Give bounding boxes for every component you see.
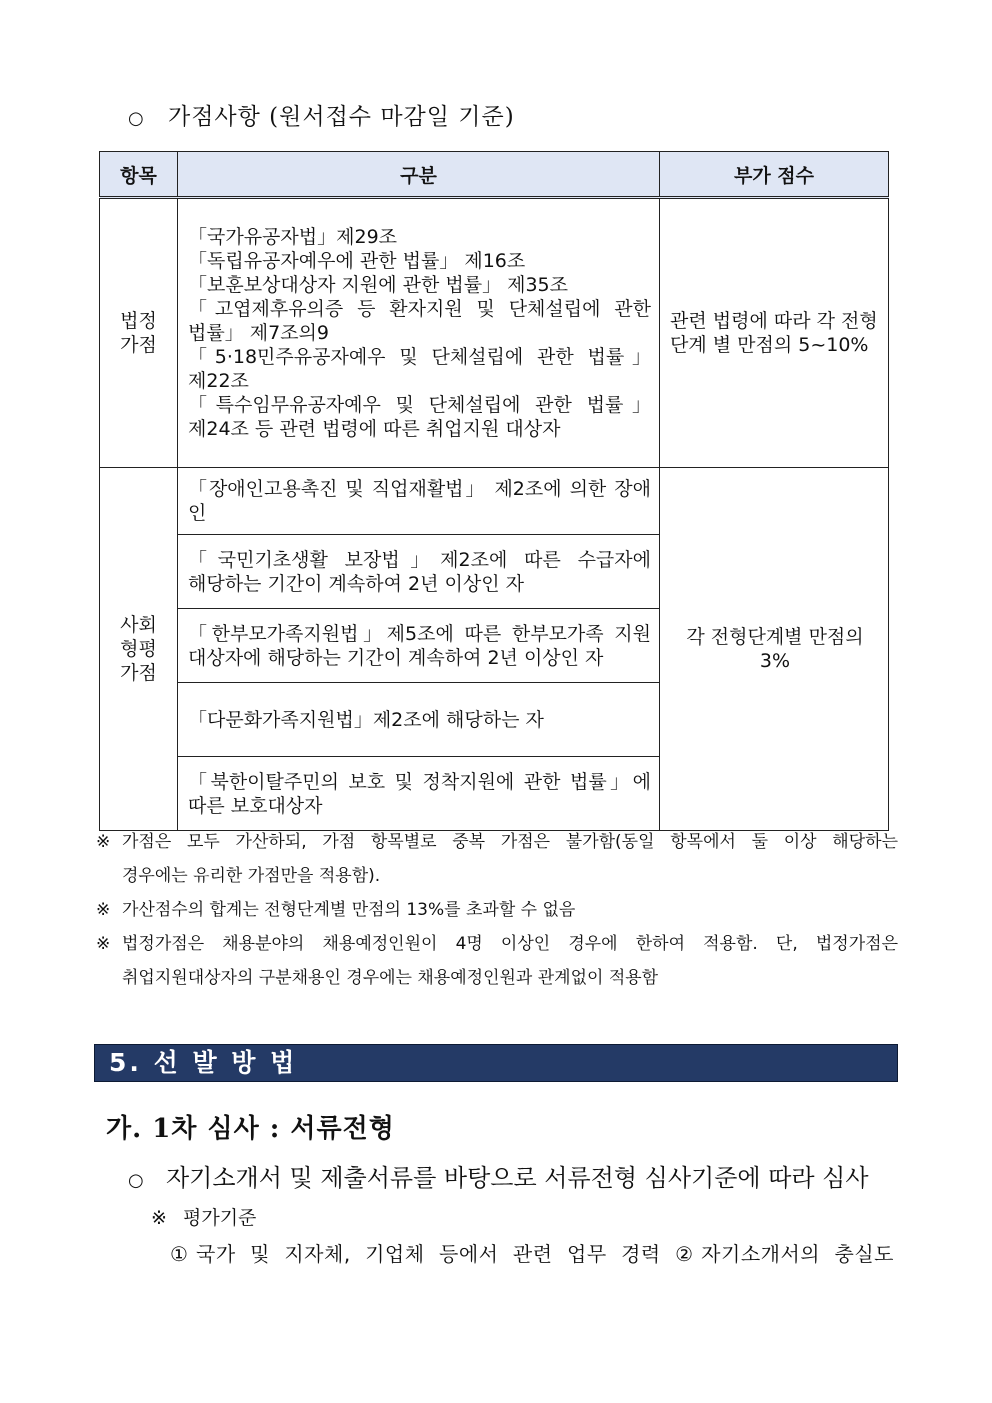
social-item-line: 「한부모가족지원법」제5조에 따른 한부모가족 지원 — [188, 622, 651, 645]
notes-list — [96, 825, 898, 995]
legal-law-line: 「보훈보상대상자 지원에 관한 법률」 제35조 — [188, 274, 568, 296]
legal-law-line: 「국가유공자법」제29조 — [188, 226, 398, 248]
social-item-cell — [178, 683, 660, 757]
social-category-line: 형평 — [120, 638, 157, 660]
legal-law-line: 제24조 등 관련 법령에 따른 취업지원 대상자 — [188, 418, 561, 440]
criteria-title-text: 평가기준 — [183, 1207, 257, 1229]
legal-law-line: 제22조 — [188, 370, 249, 392]
table-row-social — [100, 468, 889, 535]
note-line: 가산점수의 합계는 전형단계별 만점의 13%를 초과할 수 없음 — [122, 900, 576, 920]
legal-law-line: 「독립유공자예우에 관한 법률」 제16조 — [188, 250, 526, 272]
legal-points-cell — [660, 198, 889, 468]
reference-mark-icon: ※ — [96, 934, 111, 954]
bonus-points-table — [99, 151, 889, 831]
social-item-cell — [178, 609, 660, 683]
note-item — [96, 927, 898, 995]
reference-mark-icon: ※ — [96, 900, 111, 920]
social-item-line: 「북한이탈주민의 보호 및 정착지원에 관한 법률」에 — [188, 770, 651, 793]
table-row-legal — [100, 198, 889, 468]
social-category-line: 가점 — [120, 662, 157, 684]
social-item-line: 「국민기초생활 보장법」제2조에 따른 수급자에 — [188, 548, 651, 571]
legal-law-line: 「특수임무유공자예우 및 단체설립에 관한 법률」 — [188, 394, 651, 416]
screening-bullet-text: 자기소개서 및 제출서류를 바탕으로 서류전형 심사기준에 따라 심사 — [166, 1164, 869, 1192]
legal-law-line: 「고엽제후유의증 등 환자지원 및 단체설립에 관한 — [188, 298, 651, 320]
circle-bullet-icon: ○ — [128, 108, 145, 129]
criteria-body: ①국가 및 지자체, 기업체 등에서 관련 업무 경력 ②자기소개서의 충실도 — [170, 1242, 894, 1266]
note-line: 가점은 모두 가산하되, 가점 항목별로 중복 가점은 불가함(동일 항목에서 둘 이상 해당하는 — [122, 832, 898, 852]
section-5-banner: 5. 선 발 방 법 — [94, 1044, 898, 1082]
circle-bullet-icon: ○ — [128, 1170, 144, 1191]
note-line: 경우에는 유리한 가점만을 적용함). — [122, 866, 381, 886]
legal-law-line: 「5‧18민주유공자예우 및 단체설립에 관한 법률」 — [188, 346, 651, 368]
criteria-title — [151, 1203, 256, 1230]
note-line: 취업지원대상자의 구분채용인 경우에는 채용예정인원과 관계없이 적용함 — [122, 968, 659, 988]
header-item: 항목 — [100, 152, 178, 198]
note-item — [96, 893, 898, 927]
note-line: 법정가점은 채용분야의 채용예정인원이 4명 이상인 경우에 한하여 적용함. 단, 법정가점은 — [122, 934, 898, 954]
header-points: 부가 점수 — [660, 152, 889, 198]
social-item-cell — [178, 757, 660, 831]
social-item-cell — [178, 468, 660, 535]
legal-points-line: 관련 법령에 따라 각 전형 — [670, 310, 878, 332]
social-item-line: 따른 보호대상자 — [188, 794, 323, 817]
social-item-line: 대상자에 해당하는 기간이 계속하여 2년 이상인 자 — [188, 646, 604, 669]
social-item-line: 「다문화가족지원법」제2조에 해당하는 자 — [188, 708, 544, 731]
legal-points-line: 단계 별 만점의 5~10% — [670, 334, 869, 356]
table-header-row — [100, 152, 889, 198]
social-item-cell — [178, 535, 660, 609]
header-category: 구분 — [178, 152, 660, 198]
heading-text: 가점사항 (원서접수 마감일 기준) — [168, 104, 515, 130]
social-category-cell — [100, 468, 178, 831]
note-item — [96, 825, 898, 893]
social-item-line: 해당하는 기간이 계속하여 2년 이상인 자 — [188, 572, 524, 595]
reference-mark-icon: ※ — [96, 832, 111, 852]
social-item-line: 「장애인고용촉진 및 직업재활법」 제2조에 의한 장애인 — [188, 478, 651, 524]
legal-category-line: 가점 — [120, 334, 157, 356]
legal-category-line: 법정 — [120, 310, 157, 332]
legal-description-cell — [178, 198, 660, 468]
screening-bullet — [128, 1158, 898, 1193]
social-category-line: 사회 — [120, 614, 157, 636]
reference-mark-icon: ※ — [151, 1207, 167, 1229]
subheading-document-screening: 가. 1차 심사 : 서류전형 — [106, 1114, 395, 1144]
legal-category-cell — [100, 198, 178, 468]
bonus-points-heading — [128, 98, 515, 131]
legal-law-line: 법률」 제7조의9 — [188, 322, 329, 344]
social-points-cell: 각 전형단계별 만점의 3% — [660, 468, 889, 831]
